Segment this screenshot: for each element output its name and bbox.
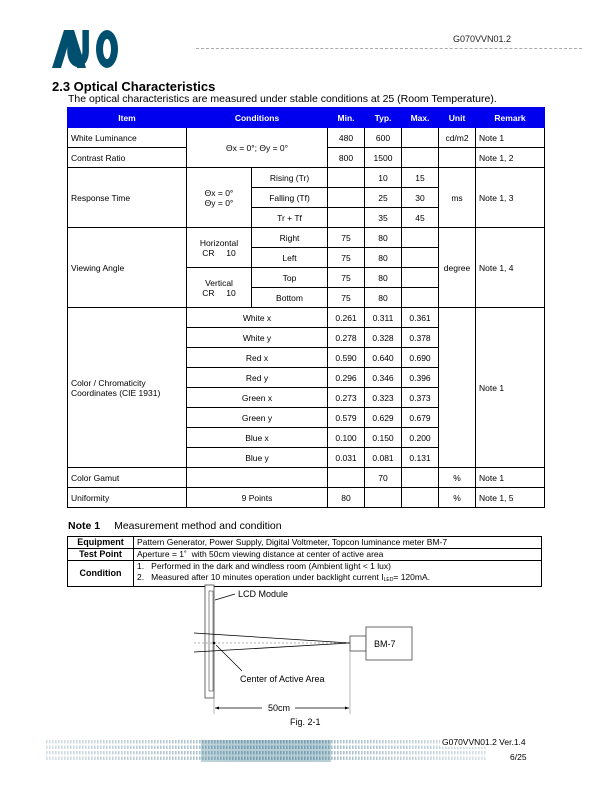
footer-doc-version: G070VVN01.2 Ver.1.4 [442,737,526,747]
auo-logo [52,30,118,68]
max-cell: 0.373 [402,388,439,408]
max-cell [402,468,439,488]
condition-line-2-text: 2. Measured after 10 minutes operation under backlight current I [137,572,384,582]
bm7-label: BM-7 [374,639,396,649]
unit-cell: degree [439,228,476,308]
sub-condition-cell: Right [252,228,328,248]
typ-cell: 25 [365,188,402,208]
note1-heading [68,520,282,532]
min-cell: 75 [328,288,365,308]
sub-condition-cell: Rising (Tr) [252,168,328,188]
col-header-typ: Typ. [365,108,402,128]
min-cell [328,168,365,188]
unit-cell [439,308,476,468]
min-cell: 0.031 [328,448,365,468]
section-title: 2.3 Optical Characteristics [52,79,216,94]
min-cell: 75 [328,228,365,248]
max-cell: 0.131 [402,448,439,468]
condition-cell [187,228,252,268]
equipment-key: Equipment [68,537,134,549]
typ-cell: 0.311 [365,308,402,328]
min-cell: 0.590 [328,348,365,368]
col-header-min: Min. [328,108,365,128]
min-cell [328,468,365,488]
col-header-conditions: Conditions [187,108,328,128]
condition-line: Horizontal [199,237,239,248]
typ-cell: 0.328 [365,328,402,348]
condition-cell: White y [187,328,328,348]
typ-cell: 600 [365,128,402,148]
condition-cell [187,468,328,488]
equipment-value: Pattern Generator, Power Supply, Digital Voltmeter, Topcon luminance meter BM-7 [134,537,542,549]
max-cell: 0.378 [402,328,439,348]
sub-condition-cell: Top [252,268,328,288]
min-cell: 0.273 [328,388,365,408]
condition-line: Θx = 0° [204,187,234,198]
condition-line-1: 1. Performed in the dark and windless room (Ambient light < 1 lux) [137,561,391,571]
max-cell [402,268,439,288]
sub-condition-cell: Left [252,248,328,268]
max-cell: 45 [402,208,439,228]
typ-cell: 1500 [365,148,402,168]
item-cell [68,308,187,468]
item-line: Color / Chromaticity [71,377,146,388]
min-cell: 75 [328,268,365,288]
unit-cell: % [439,468,476,488]
led-subscript: LED [383,577,394,583]
note1-title: Measurement method and condition [114,520,282,532]
lcd-module-label: LCD Module [238,589,289,599]
max-cell: 15 [402,168,439,188]
header-doc-code: G070VVN01.2 [453,34,512,44]
min-cell [328,208,365,228]
table-row [68,308,545,328]
min-cell: 0.261 [328,308,365,328]
item-cell: Response Time [68,168,187,228]
condition-cell: 9 Points [187,488,328,508]
condition-line: Vertical [205,277,233,288]
col-header-max: Max. [402,108,439,128]
footer-decoration [46,740,486,762]
condition-cell: Red y [187,368,328,388]
condition-line-2-suffix: = 120mA. [393,572,430,582]
max-cell [402,488,439,508]
condition-cell: White x [187,308,328,328]
table-row [68,468,545,488]
col-header-item: Item [68,108,187,128]
max-cell: 0.361 [402,308,439,328]
max-cell: 0.396 [402,368,439,388]
optical-characteristics-table [67,107,545,508]
condition-cell: Blue y [187,448,328,468]
footer-page-number: 6/25 [510,752,527,762]
min-cell [328,188,365,208]
table-header-row [68,108,545,128]
sub-condition-cell: Bottom [252,288,328,308]
typ-cell: 0.640 [365,348,402,368]
min-cell: 80 [328,488,365,508]
typ-cell: 0.081 [365,448,402,468]
condition-cell: Green x [187,388,328,408]
measurement-setup-diagram [180,580,440,730]
header-divider [196,48,582,49]
item-cell: Viewing Angle [68,228,187,308]
condition-cell: Θx = 0°; Θy = 0° [187,128,328,168]
typ-cell: 0.346 [365,368,402,388]
typ-cell: 80 [365,248,402,268]
test-point-key: Test Point [68,549,134,561]
unit-cell: cd/m2 [439,128,476,148]
condition-line: CR 10 [202,247,236,258]
typ-cell: 35 [365,208,402,228]
min-cell: 0.100 [328,428,365,448]
unit-cell: % [439,488,476,508]
unit-cell: ms [439,168,476,228]
max-cell [402,228,439,248]
item-cell: White Luminance [68,128,187,148]
item-cell: Uniformity [68,488,187,508]
sub-condition-cell: Tr + Tf [252,208,328,228]
unit-cell [439,148,476,168]
sub-condition-cell: Falling (Tf) [252,188,328,208]
distance-label: 50cm [268,703,291,713]
table-row [68,228,545,248]
max-cell [402,128,439,148]
table-row [68,168,545,188]
max-cell [402,248,439,268]
min-cell: 0.296 [328,368,365,388]
typ-cell [365,488,402,508]
remark-cell: Note 1, 5 [476,488,545,508]
remark-cell: Note 1 [476,308,545,468]
typ-cell: 0.323 [365,388,402,408]
condition-cell [187,268,252,308]
max-cell: 0.679 [402,408,439,428]
condition-cell: Red x [187,348,328,368]
typ-cell: 80 [365,268,402,288]
condition-key: Condition [68,561,134,587]
note1-label: Note 1 [68,520,101,532]
typ-cell: 80 [365,288,402,308]
min-cell: 0.278 [328,328,365,348]
typ-cell: 0.629 [365,408,402,428]
condition-cell: Blue x [187,428,328,448]
table-row [68,128,545,148]
max-cell [402,288,439,308]
min-cell: 75 [328,248,365,268]
min-cell: 0.579 [328,408,365,428]
figure-caption: Fig. 2-1 [290,717,321,727]
max-cell: 0.200 [402,428,439,448]
condition-line: CR 10 [202,287,236,298]
table-row [68,488,545,508]
test-point-value: Aperture = 1˚ with 50cm viewing distance at center of active area [134,549,542,561]
item-line: Coordinates (CIE 1931) [71,387,161,398]
col-header-remark: Remark [476,108,545,128]
condition-line: Θy = 0° [204,197,234,208]
typ-cell: 0.150 [365,428,402,448]
min-cell: 800 [328,148,365,168]
remark-cell: Note 1, 3 [476,168,545,228]
max-cell [402,148,439,168]
item-cell: Contrast Ratio [68,148,187,168]
remark-cell: Note 1 [476,468,545,488]
remark-cell: Note 1, 2 [476,148,545,168]
remark-cell: Note 1 [476,128,545,148]
typ-cell: 80 [365,228,402,248]
remark-cell: Note 1, 4 [476,228,545,308]
table-row [68,549,542,561]
max-cell: 0.690 [402,348,439,368]
condition-cell [187,168,252,228]
min-cell: 480 [328,128,365,148]
typ-cell: 70 [365,468,402,488]
max-cell: 30 [402,188,439,208]
center-active-area-label: Center of Active Area [240,674,325,684]
typ-cell: 10 [365,168,402,188]
section-description: The optical characteristics are measured under stable conditions at 25 (Room Temperature). [68,93,497,105]
item-cell: Color Gamut [68,468,187,488]
condition-cell: Green y [187,408,328,428]
col-header-unit: Unit [439,108,476,128]
table-row [68,537,542,549]
